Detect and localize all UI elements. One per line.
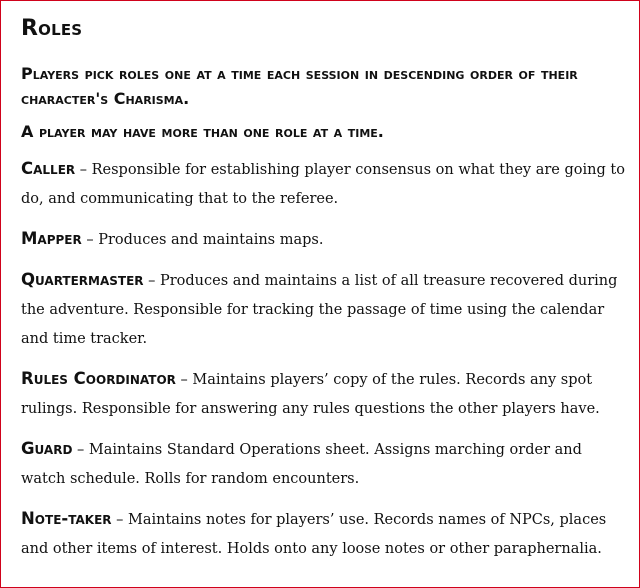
role-separator: – [143, 273, 160, 289]
role-description: Responsible for establishing player consensus on what they are going to do, and communicating that to the referee. [21, 162, 625, 207]
role-name: Note-taker [21, 509, 112, 528]
role-description: Maintains notes for players’ use. Records names of NPCs, places and other items of interest. Holds onto any loose notes or other paraphernalia. [21, 512, 607, 557]
role-entry-note-taker [21, 504, 627, 564]
role-name: Quartermaster [21, 270, 144, 289]
role-name: Rules Coordinator [21, 369, 176, 388]
role-separator: – [81, 232, 99, 248]
role-description: Maintains players’ copy of the rules. Records any spot rulings. Responsible for answering any rules questions the other players have. [21, 372, 600, 417]
role-description: Produces and maintains maps. [98, 232, 324, 248]
role-name: Caller [21, 159, 76, 178]
role-description: Produces and maintains a list of all treasure recovered during the adventure. Responsible for tracking the passage of time using the calendar and time tracker. [21, 273, 618, 347]
role-name: Guard [21, 439, 73, 458]
role-separator: – [72, 442, 89, 458]
role-separator: – [75, 162, 92, 178]
page-title: Roles [21, 16, 83, 41]
role-entry-guard [21, 434, 627, 494]
role-separator: – [175, 372, 193, 388]
role-entry-rules-coordinator [21, 364, 627, 424]
role-description: Maintains Standard Operations sheet. Assigns marching order and watch schedule. Rolls for random encounters. [21, 442, 582, 487]
role-entry-mapper [21, 224, 627, 255]
role-entry-caller [21, 154, 627, 214]
role-separator: – [111, 512, 128, 528]
role-name: Mapper [21, 229, 82, 248]
intro-note: A player may have more than one role at a time. [21, 122, 384, 141]
intro-paragraph: Players pick roles one at a time each session in descending order of their character's Charisma. [21, 64, 578, 108]
role-entry-quartermaster [21, 265, 627, 354]
